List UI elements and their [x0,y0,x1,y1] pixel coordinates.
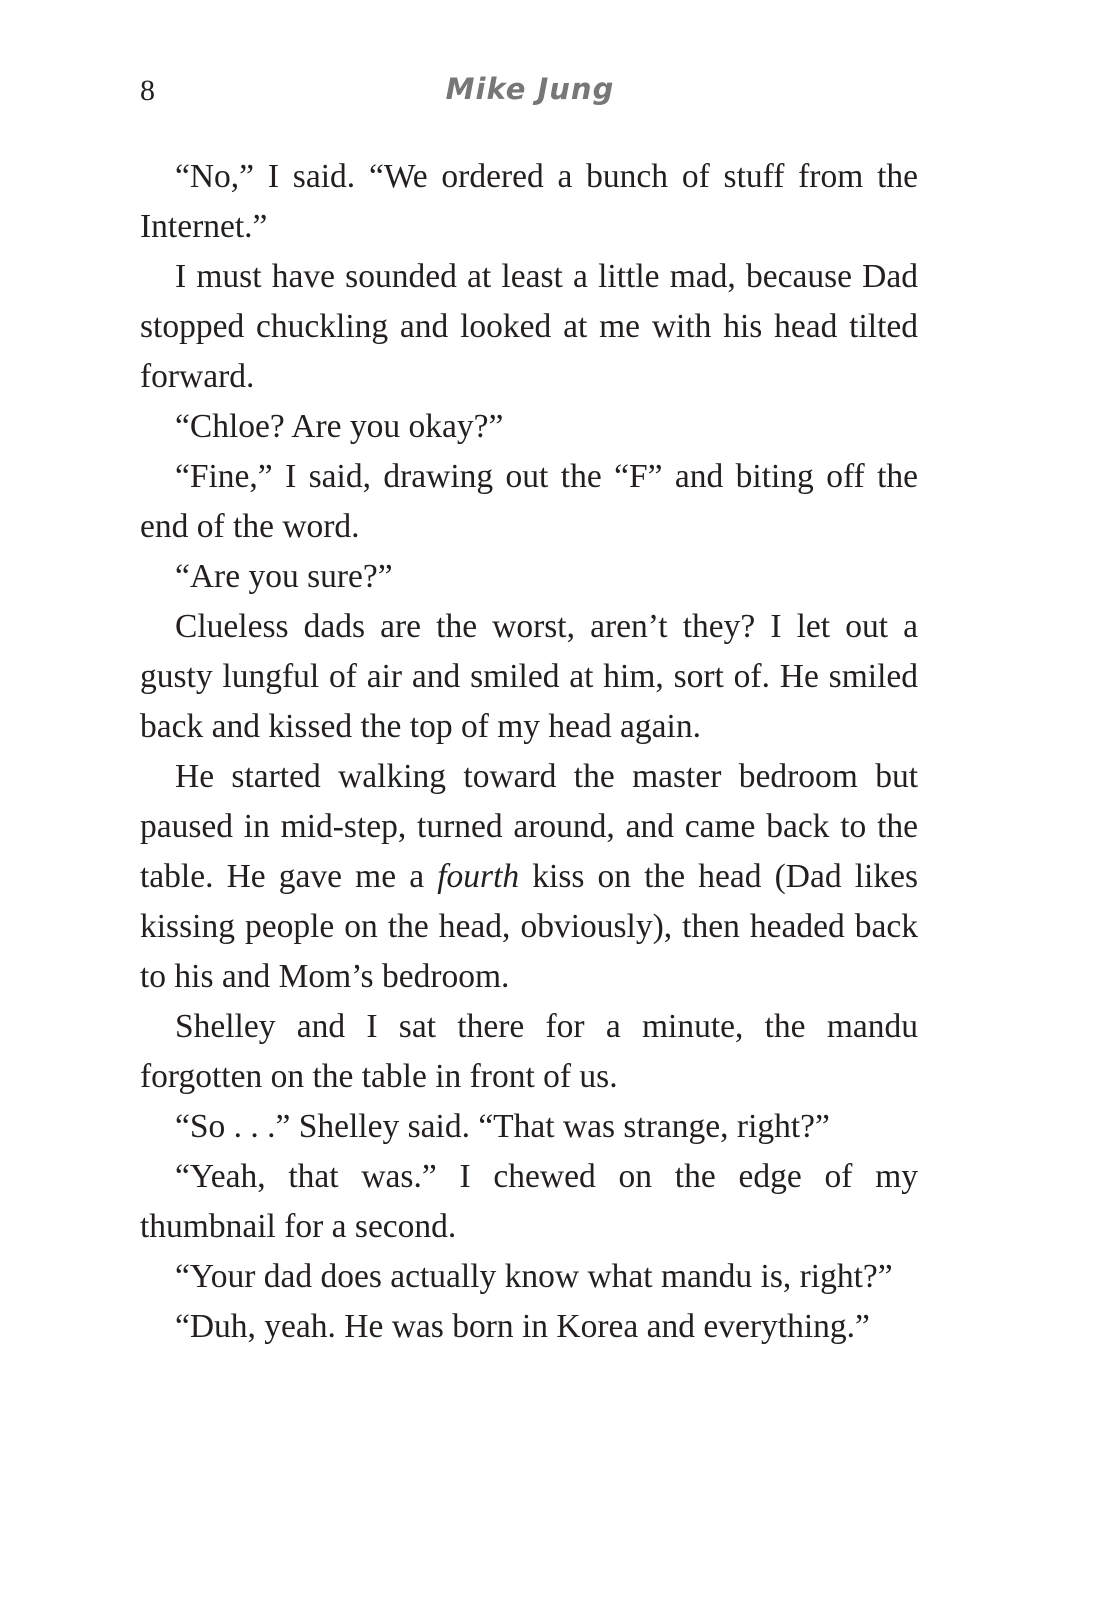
paragraph: Clueless dads are the worst, aren’t they? I let out a gusty lungful of air and smiled at him, sort of. He smiled back and kissed the top of my head again. [140,608,918,745]
emphasis-text: fourth [437,858,520,895]
paragraph: “Chloe? Are you okay?” [175,408,504,445]
paragraph: “Yeah, that was.” I chewed on the edge of my thumbnail for a second. [140,1158,918,1245]
paragraph: “So . . .” Shelley said. “That was strange, right?” [175,1108,830,1145]
paragraph: “Your dad does actually know what mandu is, right?” [175,1258,893,1295]
paragraph-text: He started walking toward the master bedroom but paused in mid-step, turned around, and came back to the table. He gave me a [140,758,918,895]
paragraph: Shelley and I sat there for a minute, the mandu forgotten on the table in front of us. [140,1008,918,1095]
page-number: 8 [140,74,155,107]
paragraph: I must have sounded at least a little mad, because Dad stopped chuckling and looked at me with his head tilted forward. [140,258,918,395]
body-text [140,152,918,1352]
paragraph-text: kiss on the head (Dad likes kissing people on the head, obviously), then headed back to his and Mom’s bedroom. [140,858,918,995]
running-head-author: Mike Jung [445,72,615,106]
paragraph: “Fine,” I said, drawing out the “F” and biting off the end of the word. [140,458,918,545]
paragraph: “Duh, yeah. He was born in Korea and everything.” [175,1308,870,1345]
paragraph: “No,” I said. “We ordered a bunch of stuff from the Internet.” [140,158,918,245]
page-header [140,66,920,126]
paragraph [140,752,918,1002]
paragraph: “Are you sure?” [175,558,393,595]
